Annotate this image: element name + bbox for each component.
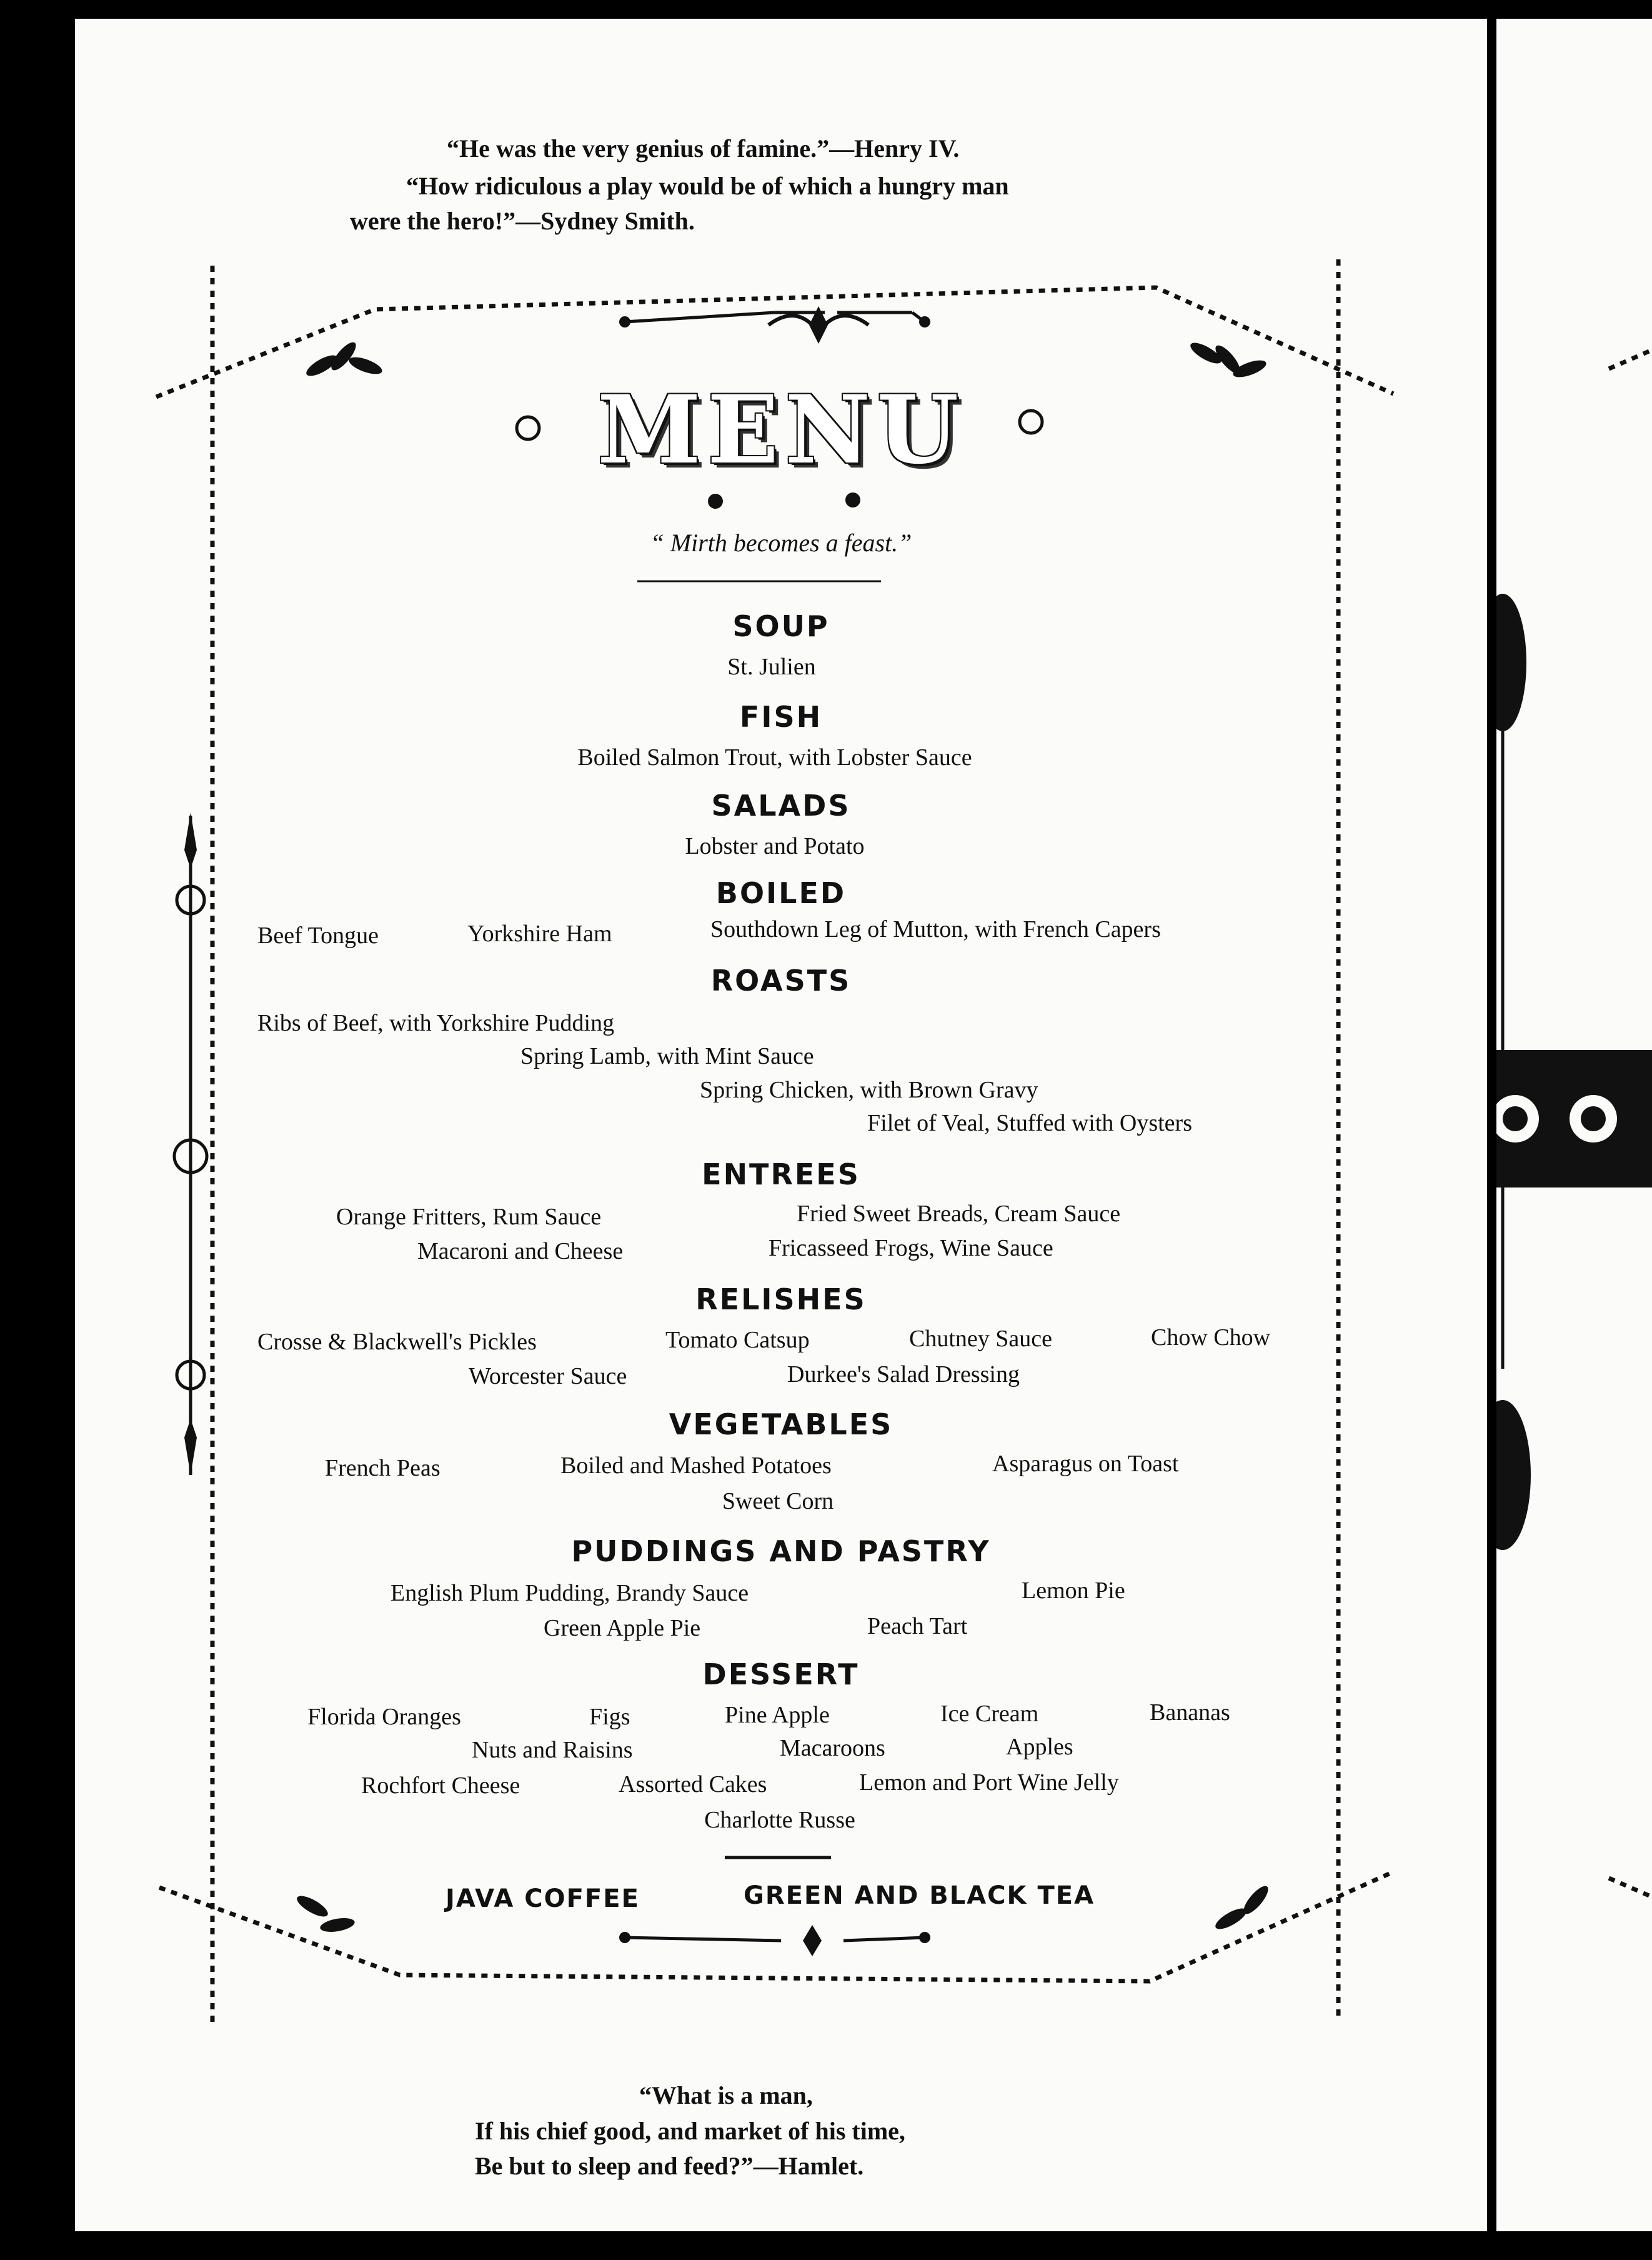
- section-heading-fish: FISH: [739, 700, 823, 734]
- menu-item: Spring Chicken, with Brown Gravy: [700, 1077, 1038, 1103]
- menu-item: Sweet Corn: [722, 1488, 834, 1514]
- menu-item: Crosse & Blackwell's Pickles: [257, 1329, 537, 1355]
- menu-item: French Peas: [325, 1455, 440, 1481]
- beverage-coffee: JAVA COFFEE: [445, 1884, 640, 1913]
- menu-item: Beef Tongue: [257, 922, 379, 949]
- menu-item: Fried Sweet Breads, Cream Sauce: [797, 1201, 1121, 1227]
- menu-page: [75, 19, 1487, 2231]
- section-heading-puddings: PUDDINGS AND PASTRY: [571, 1534, 991, 1568]
- menu-item: Apples: [1006, 1734, 1073, 1760]
- menu-item: St. Julien: [727, 654, 816, 680]
- menu-item: Asparagus on Toast: [992, 1451, 1179, 1477]
- menu-item: Worcester Sauce: [469, 1363, 627, 1389]
- beverage-tea: GREEN AND BLACK TEA: [744, 1881, 1095, 1910]
- epigraph-top-line2: “How ridiculous a play would be of which a hungry man: [406, 172, 1009, 200]
- menu-item: Figs: [589, 1704, 630, 1730]
- section-heading-boiled: BOILED: [715, 876, 847, 910]
- menu-item: Nuts and Raisins: [472, 1737, 633, 1763]
- menu-title: MENU: [597, 375, 965, 485]
- menu-item: Ice Cream: [940, 1701, 1039, 1727]
- menu-item: Peach Tart: [867, 1613, 968, 1639]
- menu-item: Orange Fritters, Rum Sauce: [336, 1204, 602, 1230]
- section-heading-roasts: ROASTS: [710, 964, 852, 998]
- menu-item: Chow Chow: [1151, 1324, 1271, 1351]
- menu-item: Charlotte Russe: [704, 1807, 855, 1833]
- menu-item: English Plum Pudding, Brandy Sauce: [391, 1580, 749, 1606]
- menu-item: Macaroni and Cheese: [417, 1238, 624, 1264]
- menu-item: Assorted Cakes: [619, 1771, 767, 1798]
- menu-item: Macaroons: [780, 1735, 885, 1761]
- menu-item: Boiled Salmon Trout, with Lobster Sauce: [577, 744, 972, 771]
- menu-item: Spring Lamb, with Mint Sauce: [520, 1043, 814, 1069]
- epigraph-bottom-line2: If his chief good, and market of his time,: [475, 2117, 905, 2145]
- menu-motto: “ Mirth becomes a feast.”: [650, 529, 912, 557]
- menu-item: Lemon Pie: [1022, 1578, 1125, 1604]
- epigraph-bottom-line1: “What is a man,: [639, 2081, 813, 2109]
- menu-item: Bananas: [1150, 1699, 1230, 1726]
- epigraph-top-line3: were the hero!”—Sydney Smith.: [350, 207, 695, 235]
- menu-item: Filet of Veal, Stuffed with Oysters: [867, 1110, 1192, 1136]
- menu-item: Rochfort Cheese: [361, 1772, 520, 1799]
- menu-item: Fricasseed Frogs, Wine Sauce: [769, 1235, 1053, 1261]
- menu-item: Southdown Leg of Mutton, with French Capers: [710, 916, 1161, 942]
- menu-item: Yorkshire Ham: [467, 921, 612, 947]
- menu-item: Lobster and Potato: [685, 833, 865, 859]
- section-heading-relishes: RELISHES: [695, 1282, 867, 1316]
- section-heading-salads: SALADS: [711, 789, 851, 822]
- menu-item: Florida Oranges: [307, 1704, 461, 1730]
- epigraph-top-line1: “He was the very genius of famine.”—Henry IV.: [447, 134, 960, 162]
- menu-item: Green Apple Pie: [544, 1615, 701, 1641]
- section-heading-entrees: ENTREES: [702, 1158, 860, 1191]
- menu-item: Lemon and Port Wine Jelly: [859, 1769, 1119, 1796]
- section-heading-soup: SOUP: [732, 609, 830, 643]
- adjacent-page-ornament: [1496, 19, 1652, 2231]
- menu-item: Tomato Catsup: [665, 1327, 810, 1353]
- epigraph-bottom-line3: Be but to sleep and feed?”—Hamlet.: [475, 2152, 864, 2180]
- section-heading-dessert: DESSERT: [702, 1658, 860, 1691]
- section-heading-vegetables: VEGETABLES: [669, 1408, 893, 1441]
- menu-item: Ribs of Beef, with Yorkshire Pudding: [257, 1010, 615, 1036]
- menu-item: Chutney Sauce: [909, 1326, 1053, 1352]
- menu-item: Pine Apple: [725, 1702, 830, 1728]
- menu-item: Boiled and Mashed Potatoes: [560, 1452, 832, 1479]
- menu-item: Durkee's Salad Dressing: [787, 1361, 1020, 1388]
- adjacent-page: [1496, 19, 1652, 2231]
